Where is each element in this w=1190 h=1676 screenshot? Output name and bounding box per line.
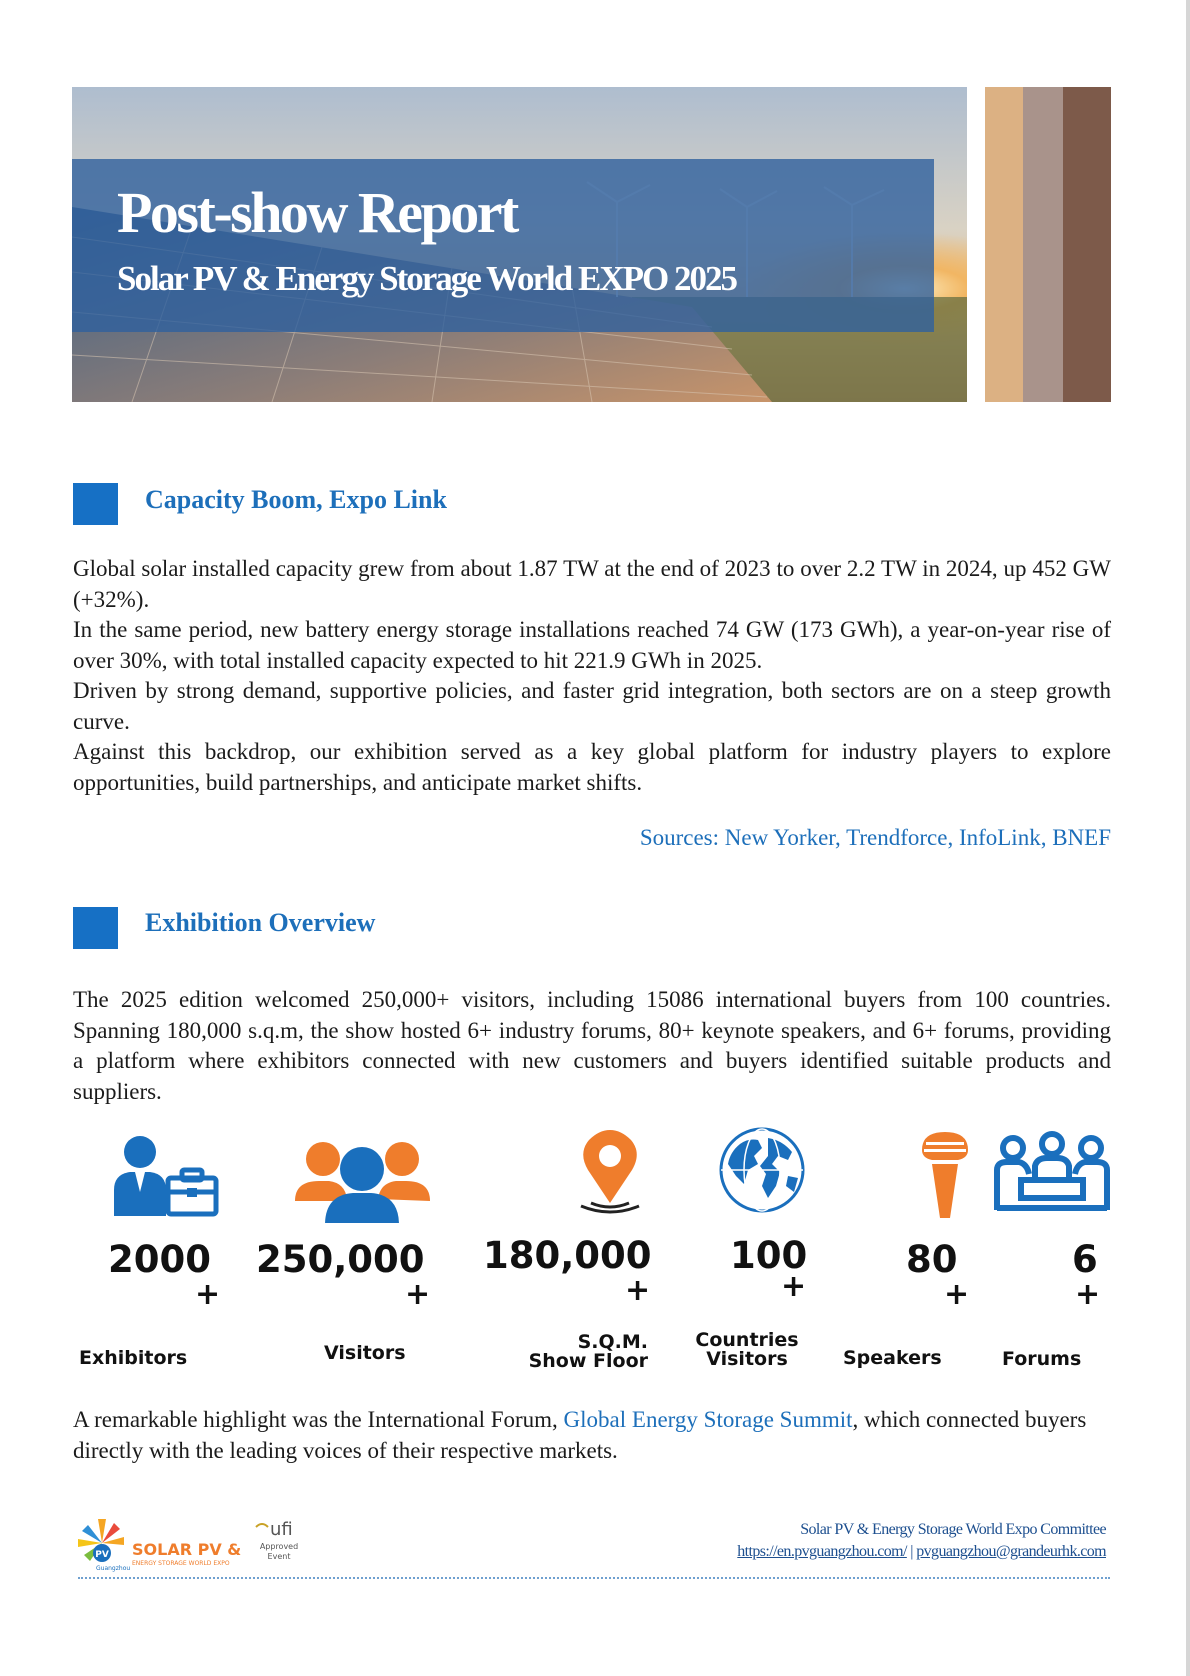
section-title-capacity: Capacity Boom, Expo Link (145, 485, 447, 514)
hero-banner (72, 87, 967, 402)
stat-countries-value: 100 (730, 1234, 808, 1277)
stat-visitors-value: 250,000 (256, 1238, 425, 1281)
capacity-paragraphs (73, 554, 1111, 798)
stat-floor-label-line1: S.Q.M. (577, 1331, 648, 1353)
expo-subtitle: Solar PV & Energy Storage World EXPO 2025 (117, 259, 736, 298)
logo-city-text: Guangzhou (96, 1565, 131, 1572)
color-stripe-mauve (1023, 87, 1063, 402)
ufi-mark-text: ufi (270, 1519, 293, 1540)
logo-text: SOLAR PV & (132, 1540, 242, 1559)
stat-exhibitors-label: Exhibitors (79, 1347, 188, 1369)
color-stripe-brown (1063, 87, 1111, 402)
page-edge (1186, 0, 1190, 1676)
highlight-text-after: , which connected buyers directly with the leading voices of their respective markets. (73, 1407, 1087, 1463)
stat-floor-plus: + (625, 1273, 651, 1308)
stat-countries-label (692, 1331, 802, 1369)
people-group-icon (295, 1133, 430, 1223)
meeting-forum-icon (993, 1130, 1111, 1214)
ufi-approved-logo (254, 1517, 304, 1565)
highlight-paragraph (73, 1405, 1111, 1466)
stat-forums-plus: + (1075, 1277, 1101, 1312)
stat-floor-value: 180,000 (483, 1234, 652, 1277)
footer-links (737, 1541, 1106, 1563)
committee-name: Solar PV & Energy Storage World Expo Committee (800, 1521, 1106, 1538)
stat-visitors-plus: + (405, 1277, 431, 1312)
footer-contact (737, 1519, 1106, 1563)
stat-countries-label-line1: Countries (695, 1329, 799, 1351)
expo-logo (70, 1513, 250, 1573)
globe-icon (718, 1126, 806, 1214)
stat-countries-plus: + (781, 1269, 807, 1304)
ufi-line2: Event (267, 1552, 291, 1561)
stat-countries-label-line2: Visitors (706, 1348, 788, 1370)
overview-paragraph: The 2025 edition welcomed 250,000+ visitors, including 15086 international buyers from 100 countries. Spanning 180,000 s.q.m, the show hosted 6+ industry forums, 80+ keynote speakers, and 6+ forums, providing a platform where exhibitors connected with new customers and buyers identified suitable products and suppliers. (73, 987, 1111, 1104)
businessman-briefcase-icon (110, 1130, 220, 1220)
section-title-overview: Exhibition Overview (145, 908, 376, 937)
logo-mark-text: PV (95, 1550, 109, 1560)
paragraph: Against this backdrop, our exhibition served as a key global platform for industry players to explore opportunities, build partnerships, and anticipate market shifts. (73, 739, 1111, 795)
location-pin-icon (573, 1128, 648, 1218)
stat-speakers-plus: + (944, 1277, 970, 1312)
stat-forums-label: Forums (1002, 1348, 1082, 1370)
highlight-text-before: A remarkable highlight was the International Forum, (73, 1407, 564, 1432)
summit-link[interactable]: Global Energy Storage Summit (563, 1407, 853, 1432)
sources-note: Sources: New Yorker, Trendforce, InfoLink, BNEF (639, 825, 1111, 850)
section-marker (73, 483, 118, 525)
footer-separator: | (906, 1543, 917, 1560)
logo-subtext: ENERGY STORAGE WORLD EXPO (132, 1560, 230, 1567)
stat-forums-value: 6 (1072, 1238, 1098, 1281)
color-stripe-tan (985, 87, 1023, 402)
paragraph: Global solar installed capacity grew from about 1.87 TW at the end of 2023 to over 2.2 TW in 2024, up 452 GW (+32%). (73, 556, 1111, 612)
stat-speakers-value: 80 (906, 1238, 958, 1281)
report-title: Post-show Report (117, 180, 517, 245)
stat-floor-label (514, 1333, 648, 1371)
stat-exhibitors-value: 2000 (108, 1238, 211, 1281)
stat-visitors-label: Visitors (324, 1342, 406, 1364)
paragraph: In the same period, new battery energy storage installations reached 74 GW (173 GWh), a year-on-year rise of over 30%, with total installed capacity expected to hit 221.9 GWh in 2025. (73, 617, 1111, 673)
stat-exhibitors-plus: + (195, 1277, 221, 1312)
section-marker (73, 907, 118, 949)
paragraph: Driven by strong demand, supportive policies, and faster grid integration, both sectors are on a steep growth curve. (73, 678, 1111, 734)
stat-speakers-label: Speakers (843, 1347, 942, 1369)
email-link[interactable]: pvguangzhou@grandeurhk.com (916, 1543, 1106, 1560)
stat-floor-label-line2: Show Floor (528, 1350, 648, 1372)
ufi-line1: Approved (259, 1542, 299, 1551)
microphone-icon (918, 1130, 972, 1220)
footer-divider (78, 1577, 1110, 1579)
website-link[interactable]: https://en.pvguangzhou.com/ (737, 1543, 907, 1560)
